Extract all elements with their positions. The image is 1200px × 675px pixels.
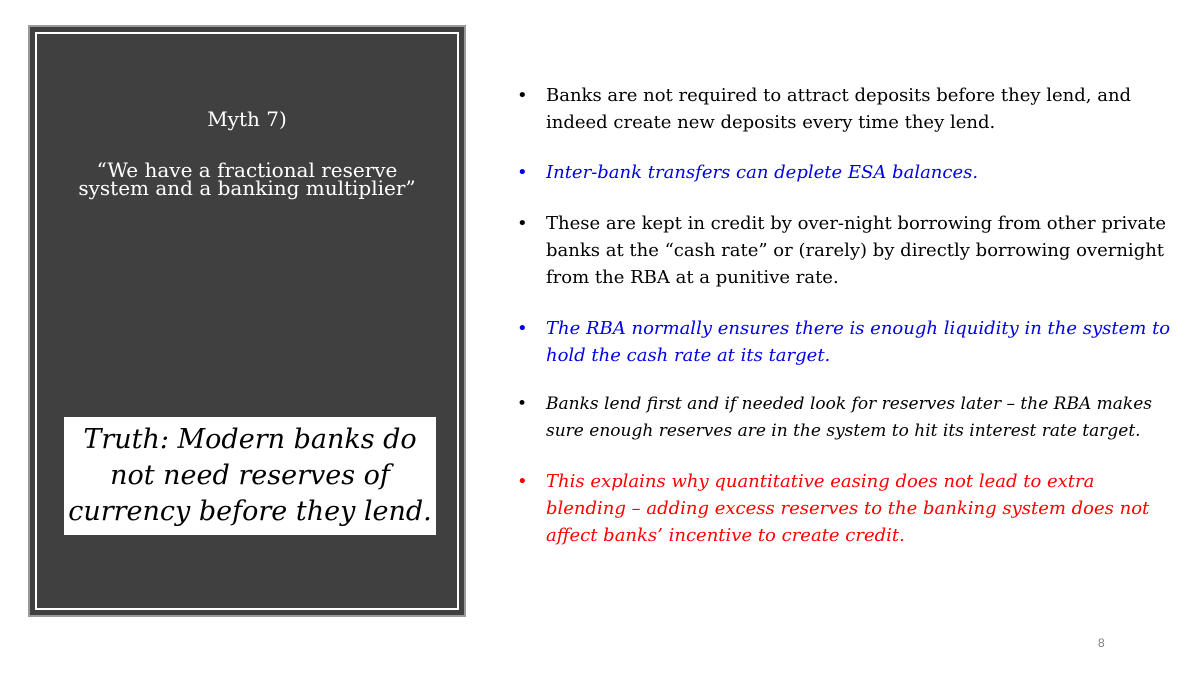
- bullet-marker: •: [517, 471, 528, 492]
- bullet-list: [514, 82, 1174, 549]
- bullet-marker: •: [517, 213, 528, 234]
- bullet-text: Banks are not required to attract deposits before they lend, and indeed create new deposits every time they lend.: [546, 85, 1132, 133]
- bullet-marker: •: [517, 318, 528, 339]
- truth-box: [64, 417, 436, 535]
- bullet-item: [514, 468, 1174, 549]
- truth-text: Truth: Modern banks do not need reserves of currency before they lend.: [68, 424, 432, 527]
- bullet-text: This explains why quantitative easing does not lead to extra blending – adding excess reserves to the banking system does not affect banks’ incentive to create credit.: [546, 471, 1150, 546]
- myth-title: Myth 7): [207, 107, 287, 131]
- myth-panel: [28, 25, 466, 617]
- myth-quote: “We have a fractional reserve system and a banking multiplier”: [78, 158, 416, 200]
- bullet-text: Banks lend first and if needed look for reserves later – the RBA makes sure enough reserves are in the system to hit its interest rate target.: [546, 394, 1152, 441]
- bullet-text: The RBA normally ensures there is enough liquidity in the system to hold the cash rate at its target.: [546, 318, 1171, 366]
- myth-panel-border: [35, 32, 459, 610]
- bullet-item: [514, 159, 1174, 186]
- page-number: 8: [1098, 636, 1105, 650]
- bullet-item: [514, 315, 1174, 369]
- bullet-text: Inter-bank transfers can deplete ESA balances.: [546, 162, 979, 183]
- bullet-text: These are kept in credit by over-night borrowing from other private banks at the “cash rate” or (rarely) by directly borrowing overnight from the RBA at a punitive rate.: [546, 213, 1167, 288]
- bullet-marker: •: [517, 85, 528, 106]
- bullet-marker: •: [517, 394, 528, 414]
- bullet-marker: •: [517, 162, 528, 183]
- bullet-item: [514, 210, 1174, 291]
- bullet-item: [514, 391, 1174, 445]
- bullet-item: [514, 82, 1174, 136]
